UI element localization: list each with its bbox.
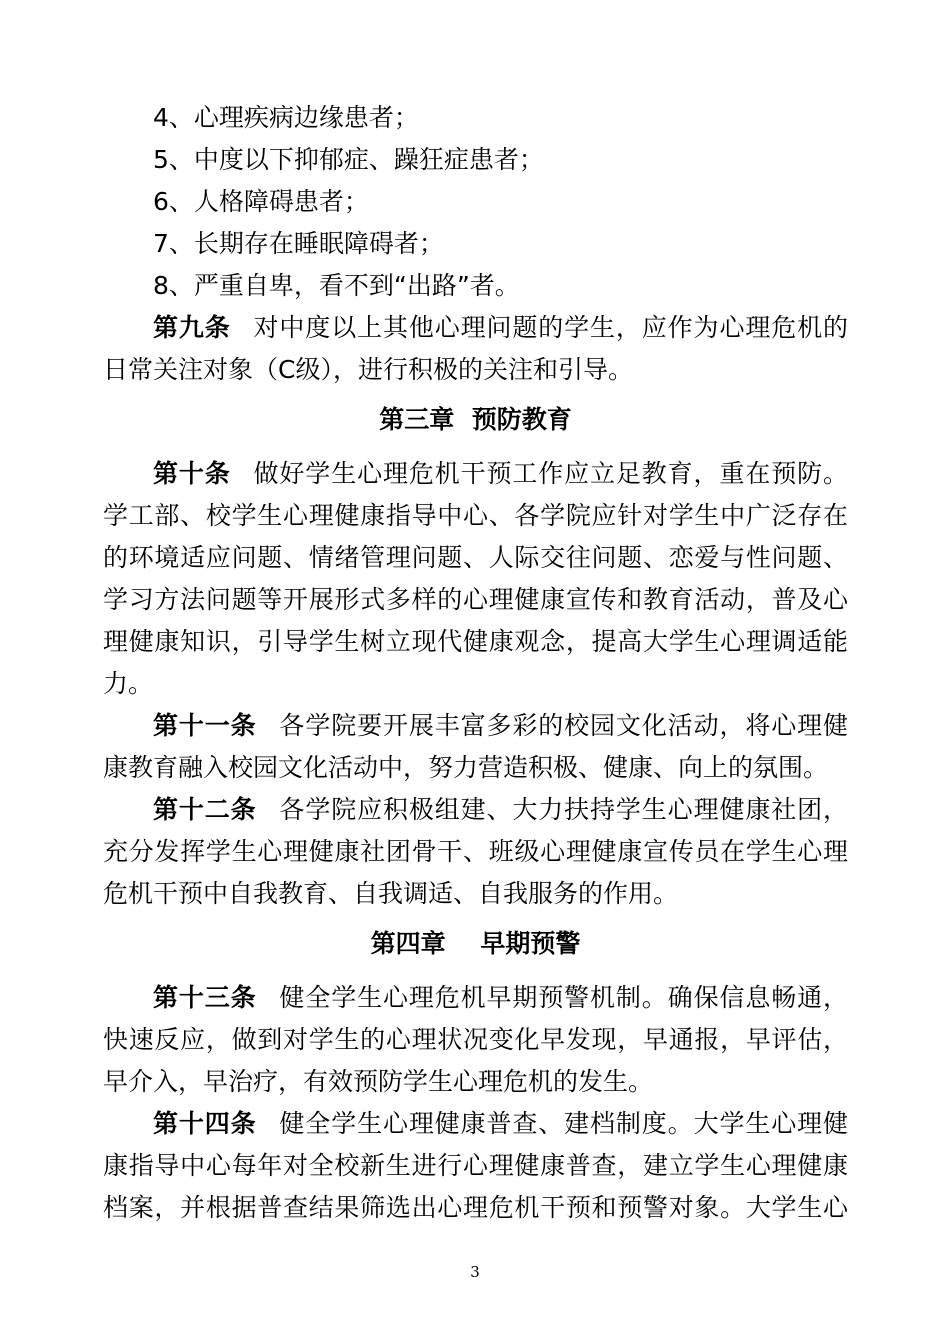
article-text: 快速反应，做到对学生的心理状况变化早发现，早通报，早评估， (103, 1025, 848, 1054)
article-heading: 第十四条 (153, 1109, 257, 1138)
article-text: 学习方法问题等开展形式多样的心理健康宣传和教育活动，普及心 (103, 585, 848, 614)
list-item: 5、中度以下抑郁症、躁狂症患者； (153, 145, 544, 174)
article-10 (153, 459, 848, 489)
article-text: 对中度以上其他心理问题的学生，应作为心理危机的 (252, 313, 848, 342)
chapter-heading: 第四章 早期预警 (370, 929, 581, 958)
article-heading: 第九条 (153, 313, 231, 342)
article-heading: 第十二条 (153, 795, 257, 824)
article-text: 做好学生心理危机干预工作应立足教育，重在预防。 (252, 459, 848, 488)
article-text: 日常关注对象（C级），进行积极的关注和引导。 (103, 355, 633, 384)
article-heading: 第十三条 (153, 983, 257, 1012)
article-text: 早介入，早治疗，有效预防学生心理危机的发生。 (103, 1067, 654, 1096)
article-text: 理健康知识，引导学生树立现代健康观念，提高大学生心理调适能 (103, 627, 848, 656)
article-text: 学工部、校学生心理健康指导中心、各学院应针对学生中广泛存在 (103, 501, 848, 530)
chapter-heading: 第三章 预防教育 (379, 405, 572, 434)
article-heading: 第十条 (153, 459, 231, 488)
page-number: 3 (470, 1263, 480, 1281)
list-item: 6、人格障碍患者； (153, 187, 369, 216)
article-text: 充分发挥学生心理健康社团骨干、班级心理健康宣传员在学生心理 (103, 837, 848, 866)
article-text: 健全学生心理健康普查、建档制度。大学生心理健 (278, 1109, 848, 1138)
list-item: 8、严重自卑，看不到“出路”者。 (153, 271, 520, 300)
article-text: 康教育融入校园文化活动中，努力营造积极、健康、向上的氛围。 (103, 753, 829, 782)
article-14 (153, 1109, 848, 1139)
list-item: 4、心理疾病边缘患者； (153, 103, 419, 132)
article-11 (153, 711, 848, 741)
article-text: 健全学生心理危机早期预警机制。确保信息畅通， (278, 983, 848, 1012)
list-item: 7、长期存在睡眠障碍者； (153, 229, 444, 258)
article-12 (153, 795, 848, 825)
article-text: 力。 (103, 669, 154, 698)
article-heading: 第十一条 (153, 711, 257, 740)
article-text: 档案，并根据普查结果筛选出心理危机干预和预警对象。大学生心 (103, 1193, 848, 1222)
article-text: 康指导中心每年对全校新生进行心理健康普查，建立学生心理健康 (103, 1151, 848, 1180)
article-9 (153, 313, 848, 343)
article-text: 危机干预中自我教育、自我调适、自我服务的作用。 (103, 879, 679, 908)
article-text: 各学院应积极组建、大力扶持学生心理健康社团， (278, 795, 848, 824)
article-13 (153, 983, 848, 1013)
article-text: 各学院要开展丰富多彩的校园文化活动，将心理健 (278, 711, 848, 740)
article-text: 的环境适应问题、情绪管理问题、人际交往问题、恋爱与性问题、 (103, 543, 848, 572)
